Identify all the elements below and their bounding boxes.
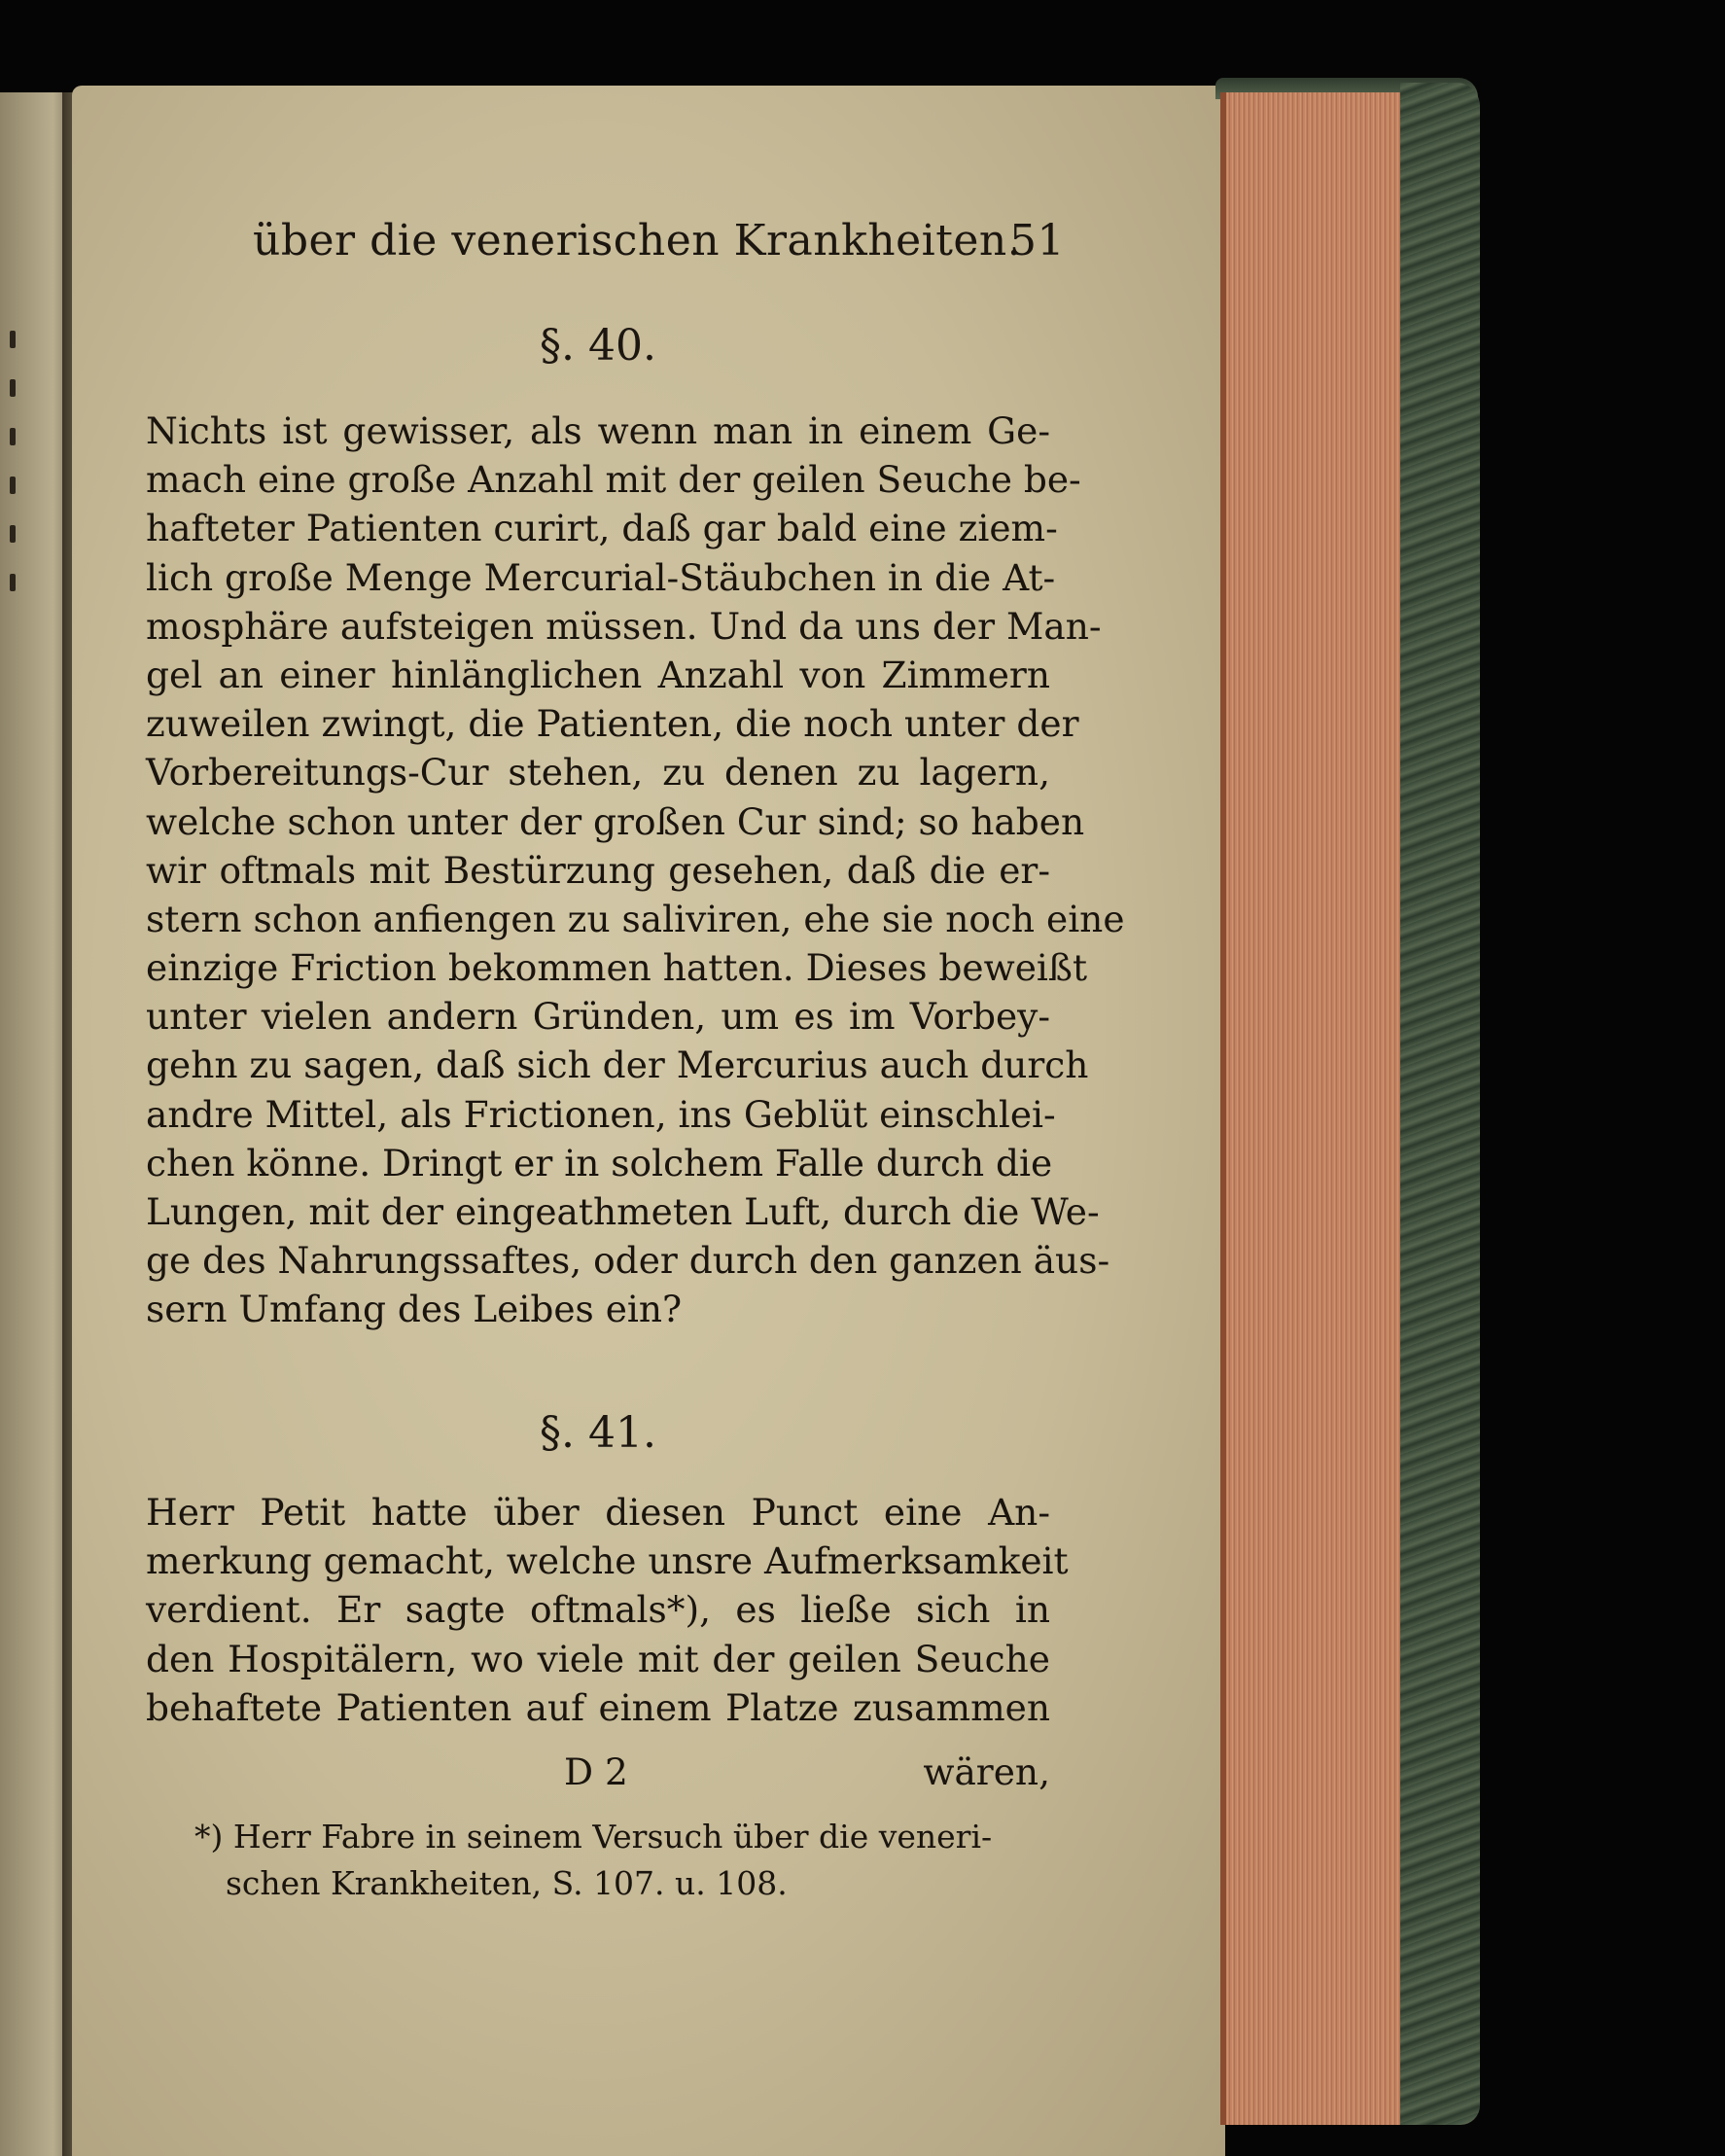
- text-line: behaftete Patienten auf einem Platze zusammen: [146, 1685, 1050, 1729]
- previous-page-text-fragment: [10, 379, 16, 397]
- signature-line: [146, 1750, 1050, 1801]
- text-line: welche schon unter der großen Cur sind; so haben: [146, 799, 1085, 843]
- text-line: sern Umfang des Leibes ein?: [146, 1288, 683, 1331]
- previous-page-text-fragment: [10, 331, 16, 348]
- running-head: [253, 216, 1065, 274]
- text-line: hafteter Patienten curirt, daß gar bald eine ziem-: [146, 507, 1058, 550]
- page-number: 51: [1009, 216, 1065, 265]
- text-line: ge des Nahrungssaftes, oder durch den ganzen äus-: [146, 1239, 1110, 1283]
- text-line: mach eine große Anzahl mit der geilen Seuche be-: [146, 458, 1081, 502]
- text-line: Nichts ist gewisser, als wenn man in einem Ge-: [146, 409, 1050, 452]
- text-line: den Hospitälern, wo viele mit der geilen Seuche: [146, 1637, 1050, 1680]
- running-head-title: über die venerischen Krankheiten.: [253, 216, 1022, 265]
- text-line: stern schon anfiengen zu saliviren, ehe sie noch eine: [146, 897, 1125, 940]
- text-line: chen könne. Dringt er in solchem Falle durch die: [146, 1141, 1053, 1184]
- text-line: Herr Petit hatte über diesen Punct eine An-: [146, 1491, 1050, 1534]
- catchword: wären,: [923, 1750, 1050, 1793]
- text-line: zuweilen zwingt, die Patienten, die noch unter der: [146, 702, 1079, 746]
- previous-page-text-fragment: [10, 477, 16, 494]
- text-line: lich große Menge Mercurial-Stäubchen in die At-: [146, 555, 1056, 599]
- text-line: unter vielen andern Gründen, um es im Vorbey-: [146, 995, 1050, 1039]
- text-line: Lungen, mit der eingeathmeten Luft, durch die We-: [146, 1190, 1100, 1233]
- text-line: Vorbereitungs-Cur stehen, zu denen zu lagern,: [146, 751, 1050, 795]
- text-line: mosphäre aufsteigen müssen. Und da uns der Man-: [146, 604, 1102, 648]
- previous-page-text-fragment: [10, 574, 16, 591]
- text-line: einzige Friction bekommen hatten. Dieses beweißt: [146, 946, 1088, 990]
- previous-page-text-fragment: [10, 525, 16, 543]
- footnote-line: schen Krankheiten, S. 107. u. 108.: [226, 1864, 788, 1902]
- section-41-paragraph: [146, 1488, 1069, 1732]
- book-cover: [1400, 83, 1480, 2125]
- section-40-heading: §. 40.: [540, 321, 656, 371]
- footnote-line: *) Herr Fabre in seinem Versuch über die veneri-: [194, 1818, 993, 1856]
- text-line: merkung gemacht, welche unsre Aufmerksamkeit: [146, 1539, 1069, 1583]
- text-line: verdient. Er sagte oftmals*), es ließe sich in: [146, 1588, 1050, 1632]
- printer-signature: D 2: [564, 1750, 628, 1793]
- previous-page-text-fragment: [10, 428, 16, 445]
- section-40-paragraph: [146, 406, 1125, 1334]
- page-block-fore-edge: [1220, 92, 1416, 2125]
- text-line: wir oftmals mit Bestürzung gesehen, daß die er-: [146, 848, 1050, 892]
- text-line: gel an einer hinlänglichen Anzahl von Zimmern: [146, 653, 1050, 696]
- footnote: [194, 1814, 1060, 1907]
- text-line: gehn zu sagen, daß sich der Mercurius auch durch: [146, 1043, 1089, 1087]
- text-line: andre Mittel, als Frictionen, ins Geblüt einschlei-: [146, 1092, 1056, 1136]
- section-41-heading: §. 41.: [540, 1408, 656, 1458]
